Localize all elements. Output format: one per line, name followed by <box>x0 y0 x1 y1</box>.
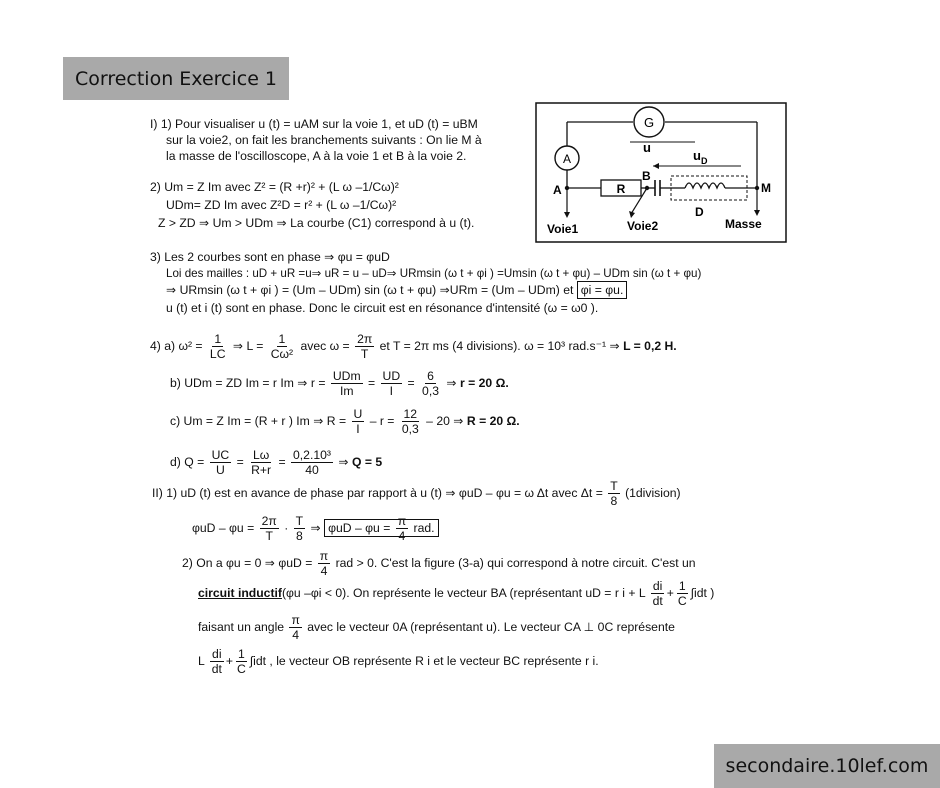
part2-line2 <box>192 512 439 544</box>
q4b-frac1-den: Im <box>339 384 354 399</box>
phase-result-frac <box>396 514 408 543</box>
part2-line3-text: 2) On a φu = 0 ⇒ φuD = <box>182 556 313 570</box>
q4b-frac1 <box>331 369 363 398</box>
q4c-line <box>170 406 520 436</box>
part1-line4: 2) Um = Z Im avec Z² = (R +r)² + (L ω –1/Cω)² <box>150 180 399 194</box>
q4d-line <box>170 447 382 477</box>
q4d-frac3-den: 40 <box>305 463 319 478</box>
masse-label: Masse <box>725 217 762 231</box>
part2-line4-frac1-num: di <box>652 579 663 594</box>
part2-line1-frac <box>608 479 619 508</box>
q4a-frac2 <box>269 332 295 361</box>
q4a-avec: avec ω = <box>300 339 350 353</box>
part2-line4-frac1 <box>651 579 665 608</box>
part2-line5-post: avec le vecteur 0A (représentant u). Le vecteur CA ⊥ 0C représente <box>307 620 675 634</box>
voltage-u-label: u <box>643 140 651 155</box>
part2-line4-text: (φu –φi < 0). On représente le vecteur BA (représentant uD = r i + L <box>281 586 646 600</box>
part2-line3-frac <box>318 549 330 578</box>
part2-line6-frac2 <box>235 647 248 676</box>
part2-line6-post: ∫idt , le vecteur OB représente R i et le vecteur BC représente r i. <box>249 654 599 668</box>
q4a-frac2-num: 1 <box>278 332 286 347</box>
part2-line5-frac-den: 4 <box>292 628 300 643</box>
generator-label: G <box>643 115 655 130</box>
q4b-frac1-num: UDm <box>332 369 361 384</box>
q4d-frac1 <box>210 448 232 477</box>
q4c-frac2 <box>400 407 421 436</box>
q4b-frac2 <box>381 369 403 398</box>
q4a-frac3-den: T <box>360 347 369 362</box>
ud-label: $u_D$ <box>693 148 708 166</box>
part2-line6-text: L <box>198 654 205 668</box>
part1-line6: Z > ZD ⇒ Um > UDm ⇒ La courbe (C1) correspond à u (t). <box>158 216 475 230</box>
q4c-frac1 <box>352 407 365 436</box>
q4d-frac1-num: UC <box>211 448 230 463</box>
q4d-frac3-num: 0,2.10³ <box>293 448 331 463</box>
part1-line7: 3) Les 2 courbes sont en phase ⇒ φu = φuD <box>150 250 390 264</box>
part2-line3-frac-num: π <box>319 549 329 564</box>
node-b-label: B <box>642 169 651 183</box>
q4d-frac2-num: Lω <box>252 448 270 463</box>
q4c-result: R = 20 Ω. <box>466 414 520 428</box>
part2-line6 <box>198 646 599 676</box>
part2-line2-arrow: ⇒ <box>310 521 321 535</box>
part2-line5-frac <box>289 613 301 642</box>
node-a-label: A <box>553 183 562 197</box>
q4a-mid: ⇒ L = <box>232 339 264 353</box>
part2-line3-post: rad > 0. C'est la figure (3-a) qui correspond à notre circuit. C'est un <box>335 556 696 570</box>
q4d-eq: = <box>236 455 244 469</box>
part2-line2-frac2-den: 8 <box>295 529 303 544</box>
part2-line6-frac1 <box>210 647 224 676</box>
q4c-frac1-num: U <box>353 407 363 422</box>
phase-result-text: φuD – φu = <box>328 521 391 535</box>
part2-line6-plus: + <box>225 654 234 668</box>
q4d-eq2: = <box>278 455 286 469</box>
phase-result-frac-den: 4 <box>398 529 406 544</box>
part2-line1 <box>152 478 681 508</box>
q4c-mid: – r = <box>369 414 395 428</box>
q4c-frac1-den: I <box>356 422 360 437</box>
q4d-arrow: ⇒ <box>338 455 349 469</box>
part2-line4-frac2 <box>676 579 689 608</box>
voie1-label: Voie1 <box>547 222 579 236</box>
part2-line4 <box>198 578 714 608</box>
part2-line3 <box>182 548 696 578</box>
q4a-frac1-den: LC <box>209 347 226 362</box>
part1-line5: UDm= ZD Im avec Z²D = r² + (L ω –1/Cω)² <box>166 198 397 212</box>
q4d-frac2 <box>249 448 273 477</box>
part1-line9 <box>166 283 627 298</box>
coil-d-label: D <box>695 205 704 219</box>
part1-line2: sur la voie2, on fait les branchements suivants : On lie M à <box>166 133 482 147</box>
part2-line6-frac1-num: di <box>212 647 222 662</box>
site-watermark: secondaire.10lef.com <box>714 744 940 788</box>
part2-line1-frac-den: 8 <box>610 494 618 509</box>
q4b-frac2-den: I <box>389 384 394 399</box>
part1-line3: la masse de l'oscilloscope, A à la voie 1 et B à la voie 2. <box>166 149 467 163</box>
part2-line5-text: faisant un angle <box>198 620 285 634</box>
q4a-line <box>150 331 677 361</box>
q4b-frac2-num: UD <box>382 369 401 384</box>
part2-line5-frac-num: π <box>291 613 300 628</box>
part2-line1-frac-num: T <box>610 479 618 494</box>
part2-line2-frac1-num: 2π <box>261 514 277 529</box>
part1-line10: u (t) et i (t) sont en phase. Donc le circuit est en résonance d'intensité (ω = ω0 ). <box>166 301 599 315</box>
part1-line8: Loi des mailles : uD + uR =u⇒ uR = u – uD⇒ URmsin (ω t + φi ) =Umsin (ω t + φu) – UDm sin (ω t + φu) <box>166 267 702 280</box>
circuit-inductif-label: circuit inductif <box>198 586 282 600</box>
part2-line4-post: ∫idt ) <box>690 586 715 600</box>
part2-line6-frac2-den: C <box>237 662 246 677</box>
q4a-frac3 <box>355 332 374 361</box>
q4d-frac3 <box>291 448 333 477</box>
phase-result-box <box>324 514 438 544</box>
q4d-result: Q = 5 <box>351 455 383 469</box>
part2-line2-frac1 <box>260 514 279 543</box>
q4a-result: L = 0,2 H. <box>623 339 677 353</box>
q4b-eq2: = <box>407 376 415 390</box>
part2-line2-text: φuD – φu = <box>192 521 255 535</box>
circuit-diagram <box>535 102 787 243</box>
q4b-frac3-den: 0,3 <box>422 384 439 399</box>
part2-line4-frac2-num: 1 <box>678 579 686 594</box>
q4d-frac2-den: R+r <box>251 463 272 478</box>
q4b-result: r = 20 Ω. <box>460 376 509 390</box>
part1-line1: I) 1) Pour visualiser u (t) = uAM sur la voie 1, et uD (t) = uBM <box>150 117 478 131</box>
phase-equality-box: φi = φu. <box>577 281 628 299</box>
part2-line4-frac1-den: dt <box>652 594 663 609</box>
q4b-frac3 <box>420 369 441 398</box>
page-title: Correction Exercice 1 <box>63 57 289 100</box>
q4a-frac2-den: Cω² <box>270 347 294 362</box>
q4d-frac1-den: U <box>216 463 225 478</box>
part2-line5 <box>198 612 675 642</box>
part2-line4-plus: + <box>666 586 674 600</box>
phase-result-unit: rad. <box>413 521 435 535</box>
q4b-line <box>170 368 509 398</box>
q4c-frac2-den: 0,3 <box>401 422 419 437</box>
q4c-text: c) Um = Z Im = (R + r ) Im ⇒ R = <box>170 414 347 428</box>
part2-line4-frac2-den: C <box>677 594 687 609</box>
part2-line2-frac1-den: T <box>265 529 273 544</box>
resistor-label: R <box>616 182 626 196</box>
q4a-frac1-num: 1 <box>214 332 222 347</box>
q4a-post: et T = 2π ms (4 divisions). ω = 10³ rad.s⁻¹ ⇒ <box>379 339 620 353</box>
q4c-post: – 20 ⇒ <box>426 414 464 428</box>
part2-line1-text: II) 1) uD (t) est en avance de phase par rapport à u (t) ⇒ φuD – φu = ω Δt avec Δt = <box>152 486 603 500</box>
ammeter-label: A <box>562 152 572 166</box>
part2-line1-post: (1division) <box>625 486 681 500</box>
phase-result-frac-num: π <box>397 514 407 529</box>
part1-line9-text: ⇒ URmsin (ω t + φi ) = (Um – UDm) sin (ω t + φu) ⇒URm = (Um – UDm) et <box>166 283 574 297</box>
q4b-text: b) UDm = ZD Im = r Im ⇒ r = <box>170 376 326 390</box>
part2-line2-dot: · <box>284 521 289 535</box>
part2-line2-frac2-num: T <box>295 514 304 529</box>
q4d-text: d) Q = <box>170 455 205 469</box>
part2-line2-frac2 <box>294 514 305 543</box>
q4b-arrow: ⇒ <box>446 376 457 390</box>
q4b-frac3-num: 6 <box>427 369 434 384</box>
voie2-label: Voie2 <box>627 219 659 233</box>
part2-line6-frac1-den: dt <box>211 662 222 677</box>
part2-line6-frac2-num: 1 <box>238 647 245 662</box>
q4a-text: 4) a) ω² = <box>150 339 203 353</box>
q4c-frac2-num: 12 <box>403 407 418 422</box>
node-m-label: M <box>761 181 771 195</box>
part2-line3-frac-den: 4 <box>320 564 328 579</box>
q4a-frac3-num: 2π <box>357 332 373 347</box>
q4b-eq: = <box>368 376 376 390</box>
q4a-frac1 <box>208 332 228 361</box>
